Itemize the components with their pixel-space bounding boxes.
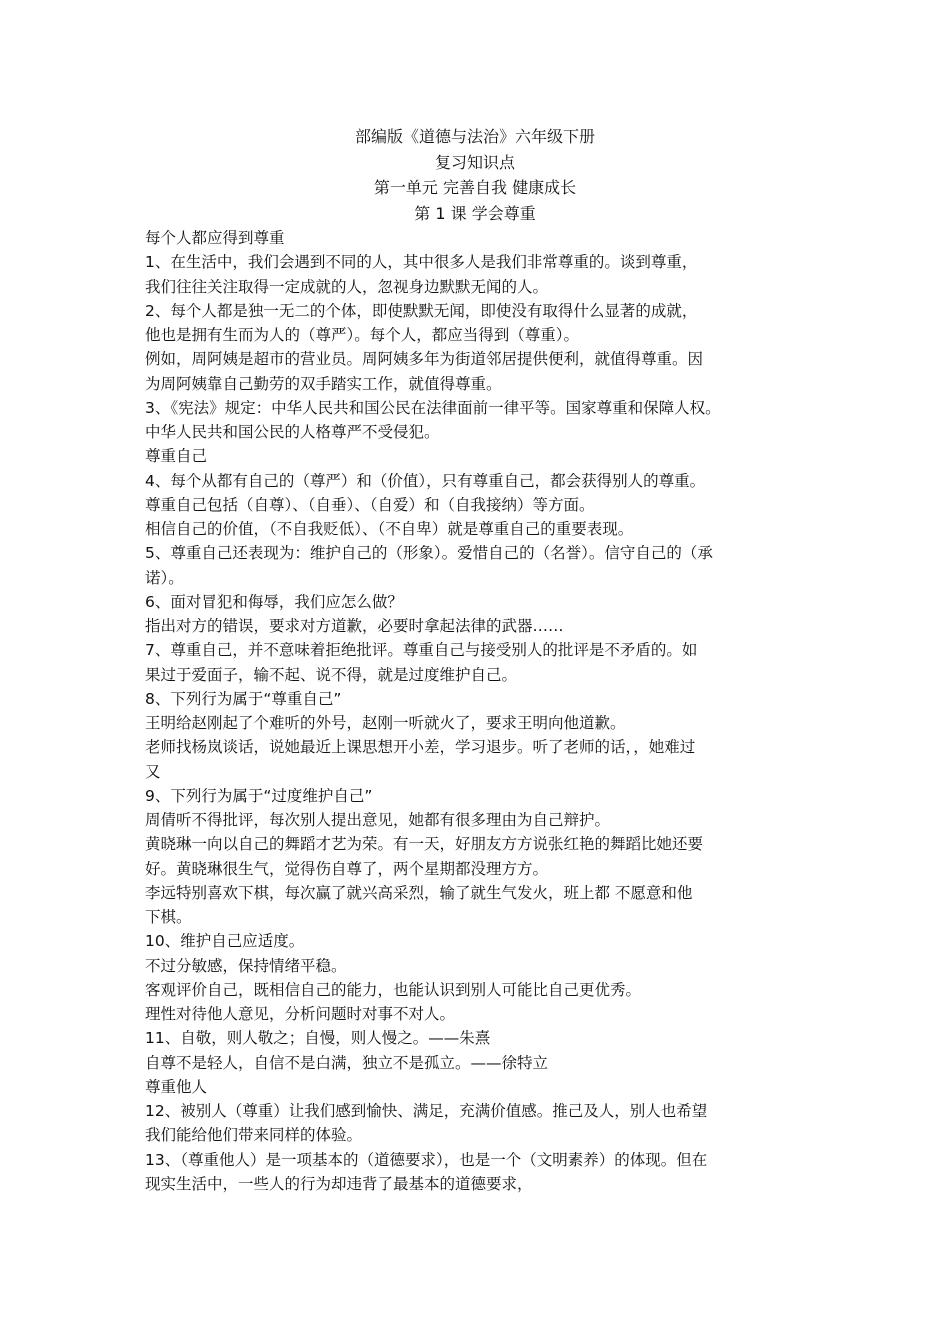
text-line: 10、维护自己应适度。 [145, 932, 305, 951]
body-text [145, 226, 785, 1196]
lesson-heading: 第 1 课 学会尊重 [414, 203, 536, 223]
text-line: 好。黄晓琳很生气，觉得伤自尊了，两个星期都没理方方。 [145, 859, 549, 878]
text-line: 相信自己的价值，（不自我贬低）、（不自卑）就是尊重自己的重要表现。 [145, 520, 634, 538]
text-line: 果过于爱面子，输不起、说不得，就是过度维护自己。 [145, 665, 518, 684]
text-line: 老师找杨岚谈话，说她最近上课思想开小差，学习退步。听了老师的话，，她难过 [145, 738, 696, 757]
unit-heading: 第一单元 完善自我 健康成长 [373, 178, 577, 197]
text-line: 6、面对冒犯和侮辱，我们应怎么做？ [145, 592, 403, 611]
text-line: 13、（尊重他人）是一项基本的（道德要求），也是一个（文明素养）的体现。但在 [145, 1150, 708, 1169]
text-line: 每个人都应得到尊重 [145, 229, 285, 247]
text-line: 1、在生活中，我们会遇到不同的人，其中很多人是我们非常尊重的。谈到尊重， [145, 253, 698, 272]
text-line: 客观评价自己，既相信自己的能力，也能认识到别人可能比自己更优秀。 [145, 980, 642, 999]
text-line: 周倩听不得批评，每次别人提出意见，她都有很多理由为自己辩护。 [145, 811, 611, 829]
text-line: 不过分敏感，保持情绪平稳。 [145, 956, 347, 975]
text-line: 11、自敬，则人敬之；自慢，则人慢之。——朱熹 [145, 1029, 491, 1048]
text-line: 4、每个从都有自己的（尊严）和（价值），只有尊重自己，都会获得别人的尊重。 [145, 471, 706, 490]
text-line: 尊重自己 [145, 447, 208, 466]
text-line: 理性对待他人意见，分析问题时对事不对人。 [145, 1005, 456, 1023]
text-line: 尊重自己包括（自尊）、（自垂）、（自爱）和（自我接纳）等方面。 [145, 495, 595, 514]
text-line: 例如，周阿姨是超市的营业员。周阿姨多年为街道邻居提供便利，就值得尊重。因 [145, 350, 704, 369]
text-line: 8、下列行为属于“尊重自己” [145, 689, 342, 708]
text-line: 他也是拥有生而为人的（尊严）。每个人，都应当得到（尊重）。 [145, 326, 580, 344]
text-line: 3、《宪法》规定：中华人民共和国公民在法律面前一律平等。国家尊重和保障人权。 [145, 398, 721, 417]
text-line: 又 [145, 762, 161, 781]
text-line: 黄晓琳一向以自己的舞蹈才艺为荣。有一天，好朋友方方说张红艳的舞蹈比她还要 [145, 835, 704, 854]
text-line: 9、下列行为属于“过度维护自己” [145, 786, 373, 805]
text-line: 诺）。 [145, 568, 184, 587]
text-line: 为周阿姨靠自己勤劳的双手踏实工作，就值得尊重。 [145, 374, 502, 393]
text-line: 2、每个人都是独一无二的个体，即使默默无闻，即使没有取得什么显著的成就， [145, 301, 698, 320]
document-title: 部编版《道德与法治》六年级下册 [354, 127, 595, 146]
text-line: 下棋。 [145, 908, 192, 926]
text-line: 我们往往关注取得一定成就的人，忽视身边默默无闻的人。 [145, 277, 549, 296]
text-line: 指出对方的错误，要求对方道歉，必要时拿起法律的武器…… [145, 617, 564, 635]
text-line: 我们能给他们带来同样的体验。 [145, 1126, 363, 1145]
document-subtitle: 复习知识点 [434, 152, 515, 172]
text-line: 尊重他人 [145, 1077, 208, 1096]
text-line: 12、被别人（尊重）让我们感到愉快、满足，充满价值感。推己及人，别人也希望 [145, 1102, 708, 1120]
text-line: 李远特别喜欢下棋，每次赢了就兴高采烈，输了就生气发火，班上都 不愿意和他 [145, 883, 693, 902]
text-line: 现实生活中，一些人的行为却违背了最基本的道德要求， [145, 1174, 533, 1193]
text-line: 中华人民共和国公民的人格尊严不受侵犯。 [145, 423, 440, 441]
text-line: 7、尊重自己，并不意味着拒绝批评。尊重自己与接受别人的批评是不矛盾的。如 [145, 641, 698, 660]
title-block [0, 124, 950, 226]
text-line: 5、尊重自己还表现为：维护自己的（形象）。爱惜自己的（名誉）。信守自己的（承 [145, 544, 713, 563]
text-line: 王明给赵刚起了个难听的外号，赵刚一听就火了，要求王明向他道歉。 [145, 714, 626, 732]
text-line: 自尊不是轻人，自信不是白满，独立不是孤立。——徐特立 [145, 1053, 549, 1072]
